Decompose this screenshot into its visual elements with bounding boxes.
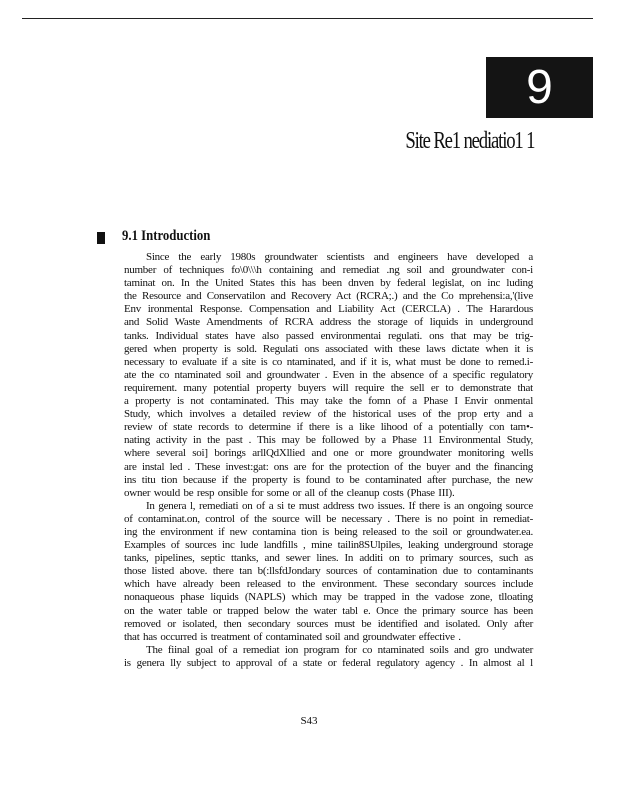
text-line: number of techniques fo\0\\\h containing and remediat .ng soil and groundwater con-i [124,264,533,277]
text-line: which have already been released to the environment. These secondary sources include [124,578,533,591]
section-heading: 9.1 Introduction [122,228,211,244]
text-line: of contaminat.on, control of the source will be necessary . There is no point in remediat- [124,512,533,525]
text-line: ate the co ntaminated soil and groundwater . Even in the absence of a specific regulatory [124,368,533,381]
text-line: Env ironmental Response. Compensation and Liability Act (CERCLA) . The Harardous [124,303,533,316]
text-line: ing the environment if new contamina tion is being released to the soil or groundwater.ea. [124,525,533,538]
text-line: ins titu tion because if the property is found to be contaminated after purchase, the new [124,473,533,486]
paragraph-2 [124,500,533,644]
text-line: taminat on. In the United States this has been dnven by federal legislat, on inc luding [124,277,533,290]
text-line: nonaqueous phase liquids (NAPLS) which may be trapped in the vadose zone, tlloating [124,591,533,604]
text-line: are instal led . These invest:gat: ons are for the protection of the buyer and the financing [124,460,533,473]
text-line: a property is not contaminated. This may take the fomn of a Phase I Envir onmental [124,395,533,408]
text-line: the Resource and Conservatilon and Recovery Act (RCRA;.) and the Co mprehensi:a,'(live [124,290,533,303]
text-line: Since the early 1980s groundwater scientists and engineers have developed a [146,251,533,263]
text-line: owner would be resp onsible for some or all of the cleanup costs (Phase III). [124,486,455,499]
text-line: tanks. Individual states have also passed environmentai regulati. ons that may be trig- [124,329,533,342]
text-line: review of state records to determine if there is a like lihood of a potentially con tam•- [124,421,533,434]
text-line: removed or isolated, then secondary sources must be identified and isolated. Only after [124,617,533,630]
chapter-title: Site Re1 nediatio1 1 [405,128,534,154]
text-line: where several soi] borings arllQdXllied and one or more groundwater monitoring wells [124,447,533,460]
text-line: tanks, pipelines, septic ttanks, and sewer lines. In additi on to primary sources, such as [124,552,533,565]
text-line: Examples of sources inc lude landfills , mine tailin8SUlpiles, leaking underground storage [124,539,533,552]
section-marker [97,232,105,244]
text-line: those listed above. there tan b(:llsfdJondary sources of contamination due to contaminants [124,565,533,578]
chapter-number: 9 [526,61,553,114]
paragraph-1 [124,251,533,500]
page-number: S43 [300,715,318,727]
text-line: gered when property is sold. Regulati ons associated with these laws dictate when it is [124,342,533,355]
body-text [124,251,533,670]
header-rule [22,18,593,19]
text-line: is genera lly subject to approval of a state or federal regulatory agency . In almost al l [124,656,533,669]
paragraph-3 [124,644,533,670]
text-line: In genera l, remediati on of a si te must address two issues. If there is an ongoing source [146,499,533,512]
text-line: that has occurred is treatment of contaminated soil and groundwater effective . [124,630,461,643]
chapter-number-box [486,57,593,118]
text-line: nating activity in the past . This may be followed by a Phase 11 Environmental Study, [124,434,533,447]
text-line: necessary to evaluate if a site is co ntaminated, and if it is, what must be done to remed.i- [124,355,533,368]
text-line: and Solid Waste Amendments of RCRA address the storage of liquids in underground [124,316,533,329]
text-line: requirement. many potential property buyers will require the sell er to demonstrate that [124,381,533,394]
text-line: The fiinal goal of a remediat ion program for co ntaminated soils and gro undwater [146,643,533,656]
text-line: Study, which involves a detailed review of the historical uses of the prop erty and a [124,408,533,421]
text-line: on the water table or trapped below the water tabl e. Once the primary source has been [124,604,533,617]
